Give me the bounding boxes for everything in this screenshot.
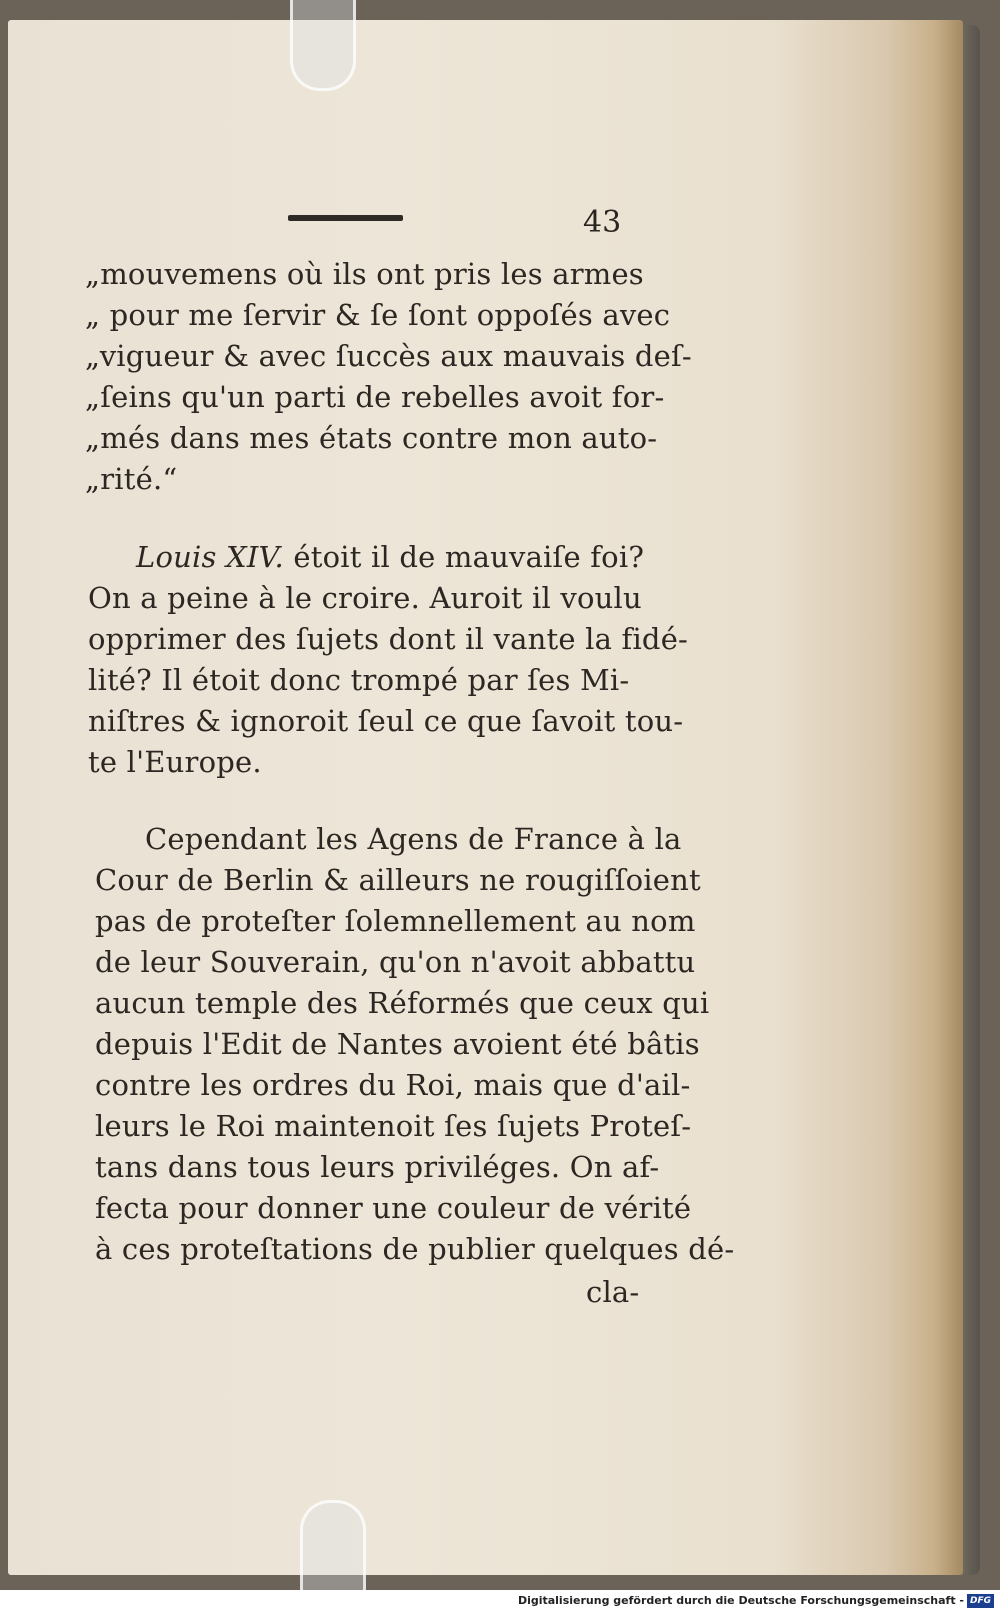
text-line: te l'Europe. (88, 745, 262, 779)
catchword: cla- (586, 1275, 640, 1309)
text-line: „ſeins qu'un parti de rebelles avoit for- (85, 380, 665, 414)
text-line: „més dans mes états contre mon auto- (85, 421, 658, 455)
text-line: de leur Souverain, qu'on n'avoit abbattu (95, 945, 696, 979)
text-line: opprimer des ſujets dont il vante la fidé- (88, 622, 689, 656)
text-line: leurs le Roi maintenoit ſes ſujets Proteſ- (95, 1109, 692, 1143)
text-line: depuis l'Edit de Nantes avoient été bâtis (95, 1027, 700, 1061)
page-number: 43 (583, 205, 622, 240)
text-line: pas de proteſter ſolemnellement au nom (95, 904, 696, 938)
book-page (8, 20, 963, 1575)
text-line: contre les ordres du Roi, mais que d'ail- (95, 1068, 691, 1102)
text-line: Cour de Berlin & ailleurs ne rougiſſoient (95, 863, 701, 897)
text-line: On a peine à le croire. Auroit il voulu (88, 581, 642, 615)
text-line: à ces proteſtations de publier quelques dé- (95, 1232, 735, 1266)
italic-name: Louis XIV. (136, 540, 284, 574)
text-line: niſtres & ignoroit ſeul ce que ſavoit tou- (88, 704, 684, 738)
text-line: „mouvemens où ils ont pris les armes (85, 257, 644, 291)
text-line: aucun temple des Réformés que ceux qui (95, 986, 710, 1020)
text-line: fecta pour donner une couleur de vérité (95, 1191, 692, 1225)
footer-credit: Digitalisierung gefördert durch die Deutsche Forschungsgemeinschaft - (517, 1594, 964, 1607)
text-line: „rité.“ (85, 462, 178, 496)
text-line: lité? Il étoit donc trompé par ſes Mi- (88, 663, 630, 697)
text-line (136, 540, 644, 574)
dfg-logo: DFG (967, 1594, 994, 1608)
text-span: étoit il de mauvaiſe foi? (283, 540, 645, 574)
clip-top-icon (290, 0, 356, 91)
text-line: „vigueur & avec ſuccès aux mauvais deſ- (85, 339, 692, 373)
text-line: tans dans tous leurs priviléges. On af- (95, 1150, 660, 1184)
text-line: Cependant les Agens de France à la (145, 822, 682, 856)
header-rule (288, 215, 403, 221)
text-line: „ pour me ſervir & ſe ſont oppoſés avec (85, 298, 671, 332)
clip-bottom-icon (300, 1500, 366, 1593)
